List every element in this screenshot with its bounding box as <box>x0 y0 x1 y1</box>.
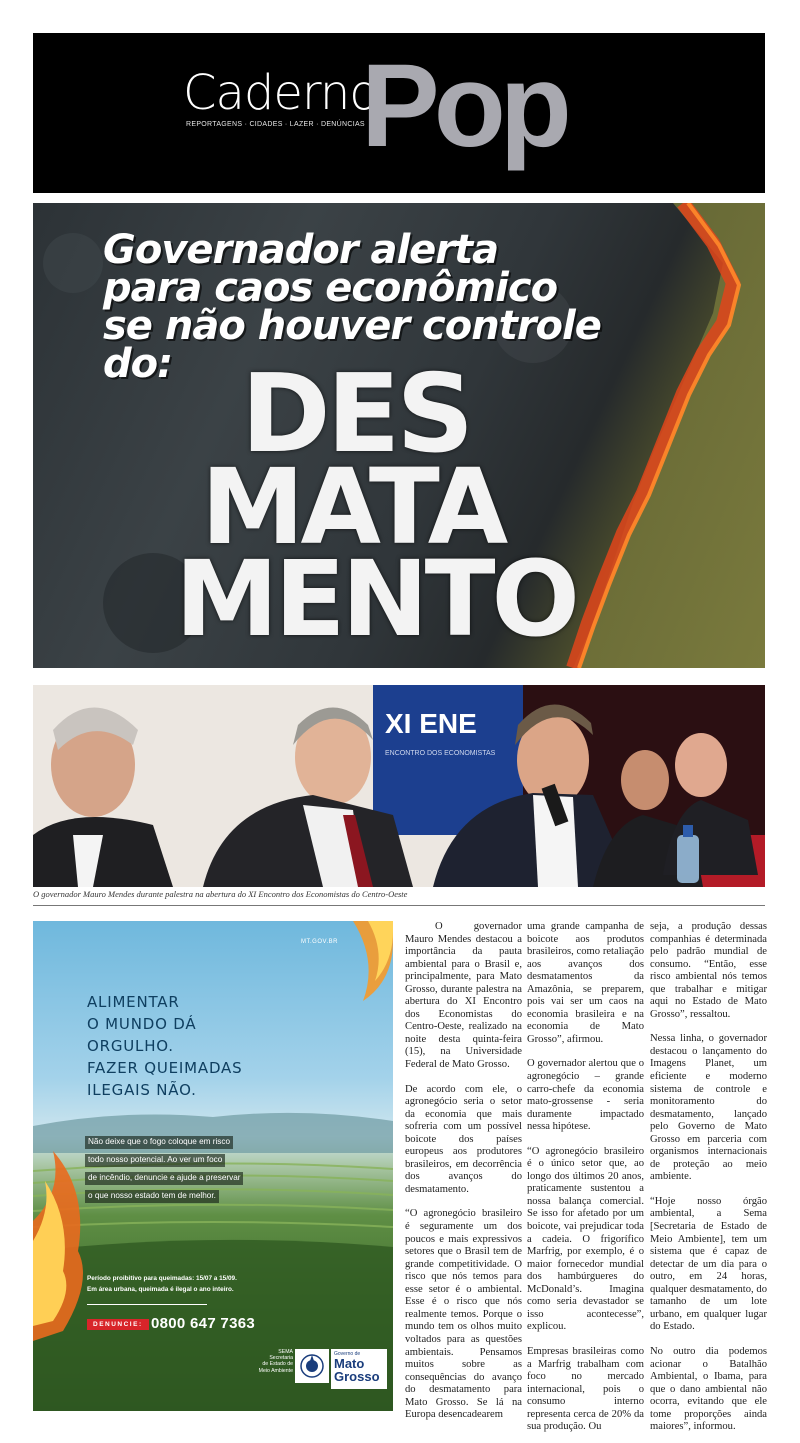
masthead-pop-logo: Pop <box>361 40 566 172</box>
article-paragraph: De acordo com ele, o agronegócio seria o setor da economia que mais sofreria com um possível boicote dos países europeus aos produtores brasileiros, em decorrência dos avanços do desmatamento. <box>405 1083 522 1195</box>
hero-headline-line: se não houver controle <box>103 303 601 349</box>
ad-sema-line: SEMA <box>278 1349 293 1355</box>
article-paragraph: “O agronegócio brasileiro é seguramente um dos poucos e mais expressivos setores que o Brasil tem de grande competitividade. O risco que nós temos para esse setor é o ambiental. Esse é o risco que nós realmente temos. Porque o mundo tem os olhos muito voltados para as questões ambientais. Pensamos muitos sobre as consequências do avanço do desmatamento para Mato Grosso. Se lá na Europa desencadearem <box>405 1208 522 1421</box>
ad-url: MT.GOV.BR <box>301 939 338 945</box>
hero-headline-line: do: <box>103 341 173 387</box>
ad-body-line: Não deixe que o fogo coloque em risco <box>85 1136 233 1149</box>
ad-headline-line: ORGULHO. <box>87 1037 174 1055</box>
masthead <box>33 33 765 193</box>
ad-headline-line: ILEGAIS NÃO. <box>87 1081 197 1099</box>
article-paragraph: No outro dia podemos acionar o Batalhão Ambiental, o Ibama, para que o dano ambiental não ocorra, evitando que ele tome proporções ainda maiores”, informou. <box>650 1345 767 1433</box>
banner-subtitle: ENCONTRO DOS ECONOMISTAS <box>385 750 496 757</box>
article-paragraph: Nessa linha, o governador destacou o lançamento do Imagens Planet, um eficiente e moderno sistema de controle e monitoramento do desmatamento, lançado pelo Governo de Mato Grosso em parceria com organismos internacionais de proteção ao meio ambiente. <box>650 1033 767 1183</box>
ad-gov-big-1: Mato <box>334 1356 365 1371</box>
ad-divider <box>87 1304 207 1305</box>
ad-headline-line: ALIMENTAR <box>87 993 180 1011</box>
ad-sema-line: Meio Ambiente <box>258 1367 293 1374</box>
ad-government-logo <box>331 1349 387 1389</box>
article-paragraph: uma grande campanha de boicote aos produtos brasileiros, como retaliação aos avanços dos desmatamentos da Amazônia, se preparem, pois vai ser um caos na economia brasileira e na economia de Mato Grosso”, afirmou. <box>527 921 644 1045</box>
event-photo <box>33 685 765 887</box>
article-paragraph: seja, a produção dessas companhias é determinada pelo padrão mundial de consumo. “Então, esse risco ambiental nós temos que trabalhar e mitigar aqui no Estado de Mato Grosso”, ressaltou. <box>650 921 767 1020</box>
article-paragraph: O governador alertou que o agronegócio – grande carro-chefe da economia mato-grossense - seria duramente impactado nessa hipótese. <box>527 1058 644 1133</box>
event-photo-illustration <box>33 685 765 887</box>
ad-body <box>85 1131 355 1203</box>
advertisement <box>33 921 393 1411</box>
ad-body-line: de incêndio, denuncie e ajude a preservar <box>85 1172 243 1185</box>
hero-big-word-1: DES <box>241 352 471 477</box>
ad-phone-number: 0800 647 7363 <box>151 1315 255 1332</box>
photo-caption: O governador Mauro Mendes durante palestra na abertura do XI Encontro dos Economistas do Centro-Oeste <box>33 889 408 899</box>
ad-body-line: o que nosso estado tem de melhor. <box>85 1190 219 1203</box>
ad-period-line: Em área urbana, queimada é ilegal o ano inteiro. <box>87 1286 234 1293</box>
ad-gov-big-2: Grosso <box>334 1369 380 1384</box>
masthead-subtitle: REPORTAGENS · CIDADES · LAZER · DENÚNCIAS <box>186 121 365 128</box>
ad-headline <box>87 991 242 1101</box>
article-paragraph: “O agronegócio brasileiro é o único setor que, ao longo dos últimos 20 anos, praticamente sustentou a nossa balança comercial. Se isso for afetado por um boicote, vai prejudicar toda a cadeia. O frigorífico Marfrig, por exemplo, é o maior fornecedor mundial dos hambúrgueres do McDonald’s. Imagina como seria devastador se isso acontecesse”, explicou. <box>527 1145 644 1333</box>
ad-sema-line: Secretaria <box>269 1355 293 1362</box>
article-paragraph: “Hoje nosso órgão ambiental, a Sema [Secretaria de Estado de Meio Ambiente], tem um sistema que é capaz de detectar de um dia para o outro, em 24 horas, qualquer desmatamento, do tamanho de um lote urbano, em qualquer lugar do Estado. <box>650 1195 767 1333</box>
article-column-2 <box>527 921 644 1443</box>
ad-denuncie-badge: DENUNCIE: <box>87 1319 149 1330</box>
hero-big-word-2: MATA <box>201 446 505 568</box>
banner-title: XI ENE <box>385 708 477 739</box>
masthead-caderno: Caderno <box>183 65 378 121</box>
hero-image <box>33 203 765 668</box>
hero-big-word-3: MENTO <box>175 538 576 660</box>
state-crest-icon <box>295 1349 329 1383</box>
section-divider <box>33 905 765 906</box>
article-paragraph: O governador Mauro Mendes destacou a importância da pauta ambiental para o Brasil e, principalmente, para Mato Grosso, durante palestra na abertura do XI Encontro dos Economistas do Centro-Oeste, realizado na noite desta quinta-feira (15), na Universidade Federal de Mato Grosso. <box>405 921 522 1071</box>
ad-gov-small: Governo de <box>334 1351 361 1357</box>
hero-headline-line: para caos econômico <box>103 265 558 311</box>
article-column-1 <box>405 921 522 1434</box>
ad-period-line: Período proibitivo para queimadas: 15/07 a 15/09. <box>87 1275 237 1282</box>
ad-period-text <box>87 1273 237 1295</box>
article-column-3 <box>650 921 767 1443</box>
article-paragraph: Empresas brasileiras como a Marfrig trabalham com foco no mercado internacional, pois o consumo interno representa cerca de 20% da sua produção. Ou <box>527 1345 644 1433</box>
ad-sema-line: de Estado de <box>262 1361 293 1368</box>
ad-sema-label <box>245 1349 293 1374</box>
ad-headline-line: O MUNDO DÁ <box>87 1015 197 1033</box>
ad-body-line: todo nosso potencial. Ao ver um foco <box>85 1154 225 1167</box>
ad-headline-line: FAZER QUEIMADAS <box>87 1059 243 1077</box>
hero-headline-line: Governador alerta <box>103 227 499 273</box>
